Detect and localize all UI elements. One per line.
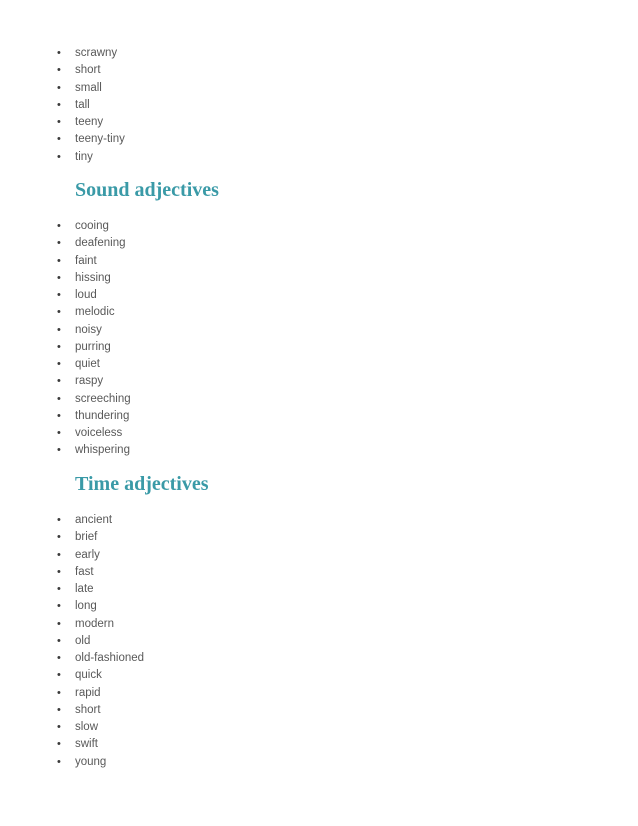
list-item xyxy=(0,304,638,321)
list-item-text: modern xyxy=(75,617,114,630)
bullet-icon: • xyxy=(57,514,61,526)
list-item xyxy=(0,736,638,753)
list-item xyxy=(0,616,638,633)
list-item xyxy=(0,754,638,771)
bullet-icon: • xyxy=(57,133,61,146)
list-item xyxy=(0,235,638,252)
bullet-icon: • xyxy=(57,738,61,751)
size-adjectives-list xyxy=(0,45,638,166)
sound-adjectives-list xyxy=(0,218,638,460)
list-item-text: rapid xyxy=(75,686,101,699)
list-item-text: quick xyxy=(75,669,102,682)
bullet-icon: • xyxy=(57,409,61,422)
list-item xyxy=(0,218,638,235)
list-item-text: tiny xyxy=(75,150,93,163)
bullet-icon: • xyxy=(57,271,61,284)
list-item xyxy=(0,45,638,62)
list-item-text: deafening xyxy=(75,237,126,250)
bullet-icon: • xyxy=(57,427,61,439)
list-item xyxy=(0,529,638,546)
list-item-text: melodic xyxy=(75,306,115,319)
bullet-icon: • xyxy=(57,323,61,336)
list-item xyxy=(0,633,638,650)
bullet-icon: • xyxy=(57,686,61,699)
list-item xyxy=(0,719,638,736)
list-item xyxy=(0,356,638,373)
bullet-icon: • xyxy=(57,98,61,111)
list-item xyxy=(0,512,638,529)
list-item xyxy=(0,322,638,339)
bullet-icon: • xyxy=(57,634,61,647)
list-item xyxy=(0,270,638,287)
bullet-icon: • xyxy=(57,375,61,388)
list-item xyxy=(0,114,638,131)
bullet-icon: • xyxy=(57,116,61,128)
list-item-text: old-fashioned xyxy=(75,652,145,664)
list-item-text: loud xyxy=(75,289,97,301)
bullet-icon: • xyxy=(57,531,61,544)
list-item-text: short xyxy=(75,64,101,77)
bullet-icon: • xyxy=(57,47,61,59)
bullet-icon: • xyxy=(57,583,61,595)
list-item-text: swift xyxy=(75,738,98,751)
list-item-text: early xyxy=(75,548,100,561)
list-item xyxy=(0,442,638,459)
list-item-text: tall xyxy=(75,98,90,111)
bullet-icon: • xyxy=(57,237,61,250)
list-item-text: screeching xyxy=(75,392,131,405)
list-item-text: noisy xyxy=(75,323,102,336)
bullet-icon: • xyxy=(57,340,61,353)
list-item xyxy=(0,80,638,97)
list-item xyxy=(0,391,638,408)
list-item xyxy=(0,131,638,148)
list-item xyxy=(0,650,638,667)
list-item xyxy=(0,564,638,581)
list-item-text: short xyxy=(75,703,101,716)
list-item xyxy=(0,598,638,615)
list-item xyxy=(0,547,638,564)
bullet-icon: • xyxy=(57,548,61,561)
bullet-icon: • xyxy=(57,565,61,578)
bullet-icon: • xyxy=(57,617,61,630)
list-item-text: brief xyxy=(75,531,98,544)
list-item-text: purring xyxy=(75,340,111,353)
list-item-text: fast xyxy=(75,565,94,578)
bullet-icon: • xyxy=(57,652,61,664)
list-item xyxy=(0,425,638,442)
list-item xyxy=(0,702,638,719)
bullet-icon: • xyxy=(57,600,61,613)
bullet-icon: • xyxy=(57,444,61,457)
list-item xyxy=(0,581,638,598)
list-item xyxy=(0,287,638,304)
bullet-icon: • xyxy=(57,81,61,94)
list-item-text: voiceless xyxy=(75,427,123,439)
time-adjectives-heading: Time adjectives xyxy=(75,473,209,495)
list-item-text: old xyxy=(75,634,91,647)
list-item xyxy=(0,97,638,114)
list-item-text: faint xyxy=(75,254,97,267)
list-item xyxy=(0,408,638,425)
list-item-text: long xyxy=(75,600,97,613)
bullet-icon: • xyxy=(57,669,61,682)
list-item xyxy=(0,685,638,702)
time-adjectives-list xyxy=(0,512,638,771)
list-item-text: small xyxy=(75,81,102,94)
list-item-text: thundering xyxy=(75,409,130,422)
list-item-text: late xyxy=(75,583,94,595)
bullet-icon: • xyxy=(57,254,61,267)
bullet-icon: • xyxy=(57,150,61,163)
bullet-icon: • xyxy=(57,64,61,77)
sound-adjectives-heading: Sound adjectives xyxy=(75,179,219,201)
list-item-text: scrawny xyxy=(75,47,118,59)
list-item-text: whispering xyxy=(75,444,130,457)
list-item-text: teeny-tiny xyxy=(75,133,125,146)
bullet-icon: • xyxy=(57,358,61,370)
bullet-icon: • xyxy=(57,306,61,319)
bullet-icon: • xyxy=(57,721,61,733)
bullet-icon: • xyxy=(57,755,61,768)
list-item xyxy=(0,373,638,390)
list-item xyxy=(0,149,638,166)
list-item-text: cooing xyxy=(75,220,109,232)
bullet-icon: • xyxy=(57,703,61,716)
list-item-text: ancient xyxy=(75,514,113,526)
list-item xyxy=(0,339,638,356)
list-item-text: teeny xyxy=(75,116,104,128)
list-item xyxy=(0,667,638,684)
list-item-text: quiet xyxy=(75,358,100,370)
list-item-text: slow xyxy=(75,721,99,733)
list-item-text: hissing xyxy=(75,271,111,284)
bullet-icon: • xyxy=(57,392,61,405)
bullet-icon: • xyxy=(57,289,61,301)
list-item xyxy=(0,253,638,270)
list-item xyxy=(0,62,638,79)
list-item-text: raspy xyxy=(75,375,104,388)
list-item-text: young xyxy=(75,755,107,768)
bullet-icon: • xyxy=(57,220,61,232)
